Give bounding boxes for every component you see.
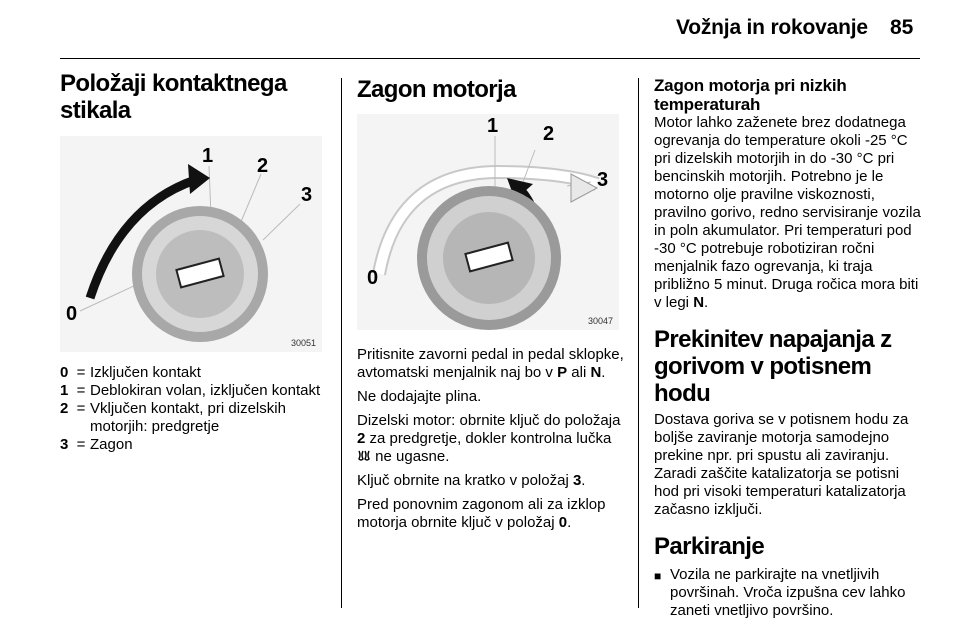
text: ne ugasne. — [371, 448, 450, 465]
legend-text: Deblokiran volan, izključen kontakt — [90, 382, 321, 399]
engine-start-diagram — [357, 114, 619, 330]
legend-eq: = — [76, 382, 86, 399]
legend-eq: = — [76, 364, 86, 381]
legend-text: Izključen kontakt — [90, 364, 201, 381]
column-engine-start — [357, 70, 625, 532]
text: . — [567, 514, 572, 531]
section-heading-fuel-cutoff: Prekinitev napajanja z gorivom v potisnem hodu — [654, 326, 892, 407]
position-2: 2 — [357, 430, 366, 447]
paragraph-diesel — [357, 412, 625, 466]
figure-label-2: 2 — [257, 155, 269, 177]
column-divider-2 — [638, 78, 639, 608]
legend-row — [60, 436, 328, 454]
figure-label-1: 1 — [487, 115, 499, 137]
legend-row — [60, 364, 328, 382]
glow-plug-icon — [357, 449, 371, 463]
paragraph-cold-start — [654, 114, 922, 312]
section-heading-parking: Parkiranje — [654, 533, 765, 560]
figure-code: 30051 — [290, 338, 316, 348]
figure-label-0: 0 — [367, 267, 379, 289]
bullet-text: Vozila ne parkirajte na vnetljivih površinah. Vroča izpušna cev lahko zaneti vnetljivo površino. — [670, 566, 906, 619]
legend-text: Vključen kontakt, pri dizelskih motorjih: predgretje — [90, 400, 286, 435]
paragraph-turn-key — [357, 472, 625, 490]
legend-key: 1 — [60, 382, 69, 399]
page-number: 85 — [890, 16, 914, 39]
list-item — [654, 566, 922, 620]
text: . — [704, 294, 709, 311]
text: ali — [567, 364, 591, 381]
section-heading: Zagon motorja — [357, 76, 516, 103]
paragraph-fuel-cutoff: Dostava goriva se v potisnem hodu za boljše zaviranje motorja samodejno prekine npr. pri spustu ali zaviranju. Zaradi zaščite katalizatorja se potisni hod pri visoki temperaturi katalizatorja začasno izključi. — [654, 411, 909, 518]
text: Pred ponovnim zagonom ali za izklop motorja obrnite ključ v položaj — [357, 496, 606, 531]
text: Motor lahko zaženete brez dodatnega ogrevanja do temperature okoli -25 °C pri dizelskih motorjih in do -30 °C pri bencinskih motorjih. Potrebno je le motorno olje pravilne viskoznosti, pravilno gorivo, redno servisiranje vozila in poln akumulator. Pri temperaturi pod -30 °C potrebuje robotiziran ročni menjalnik fazo ogrevanja, ki traja približno 5 minut. Druga ročica mora biti v legi — [654, 114, 921, 311]
legend-text: Zagon — [90, 436, 133, 453]
text: . — [601, 364, 606, 381]
legend-key: 3 — [60, 436, 69, 453]
paragraph-pedals — [357, 346, 625, 382]
gear-n: N — [590, 364, 602, 381]
header-title: Vožnja in rokovanje — [676, 16, 868, 39]
text: Pritisnite zavorni pedal in pedal sklopke, avtomatski menjalnik naj bo v — [357, 346, 624, 381]
paragraph-no-throttle: Ne dodajajte plina. — [357, 388, 482, 405]
figure-label-0: 0 — [66, 303, 78, 325]
gear-n: N — [693, 294, 705, 311]
header-rule — [60, 58, 920, 59]
ignition-switch-figure — [60, 136, 322, 352]
bullet-icon: ■ — [654, 569, 662, 583]
subheading-cold-start: Zagon motorja pri nizkih temperaturah — [654, 76, 847, 114]
figure-label-3: 3 — [597, 169, 609, 191]
text: Dizelski motor: obrnite ključ do položaja — [357, 412, 621, 429]
legend-eq: = — [76, 436, 86, 453]
legend-key: 0 — [60, 364, 69, 381]
legend-row — [60, 382, 328, 400]
figure-label-3: 3 — [301, 184, 313, 206]
column-cold-start — [654, 76, 922, 620]
legend-row — [60, 400, 328, 436]
figure-label-2: 2 — [543, 123, 555, 145]
legend-key: 2 — [60, 400, 69, 417]
legend-eq: = — [76, 400, 86, 417]
section-heading: Položaji kontaktnega stikala — [60, 70, 287, 124]
figure-label-1: 1 — [202, 145, 214, 167]
ignition-switch-diagram — [60, 136, 322, 352]
gear-p: P — [557, 364, 568, 381]
position-0: 0 — [558, 514, 568, 531]
paragraph-restart — [357, 496, 625, 532]
text: Ključ obrnite na kratko v položaj — [357, 472, 573, 489]
position-3: 3 — [572, 472, 582, 489]
column-ignition-positions — [60, 70, 328, 454]
text: . — [581, 472, 586, 489]
column-divider-1 — [341, 78, 342, 608]
text: za predgretje, dokler kontrolna lučka — [365, 430, 612, 447]
engine-start-figure — [357, 114, 619, 330]
position-legend — [60, 364, 328, 454]
figure-code: 30047 — [587, 316, 613, 326]
